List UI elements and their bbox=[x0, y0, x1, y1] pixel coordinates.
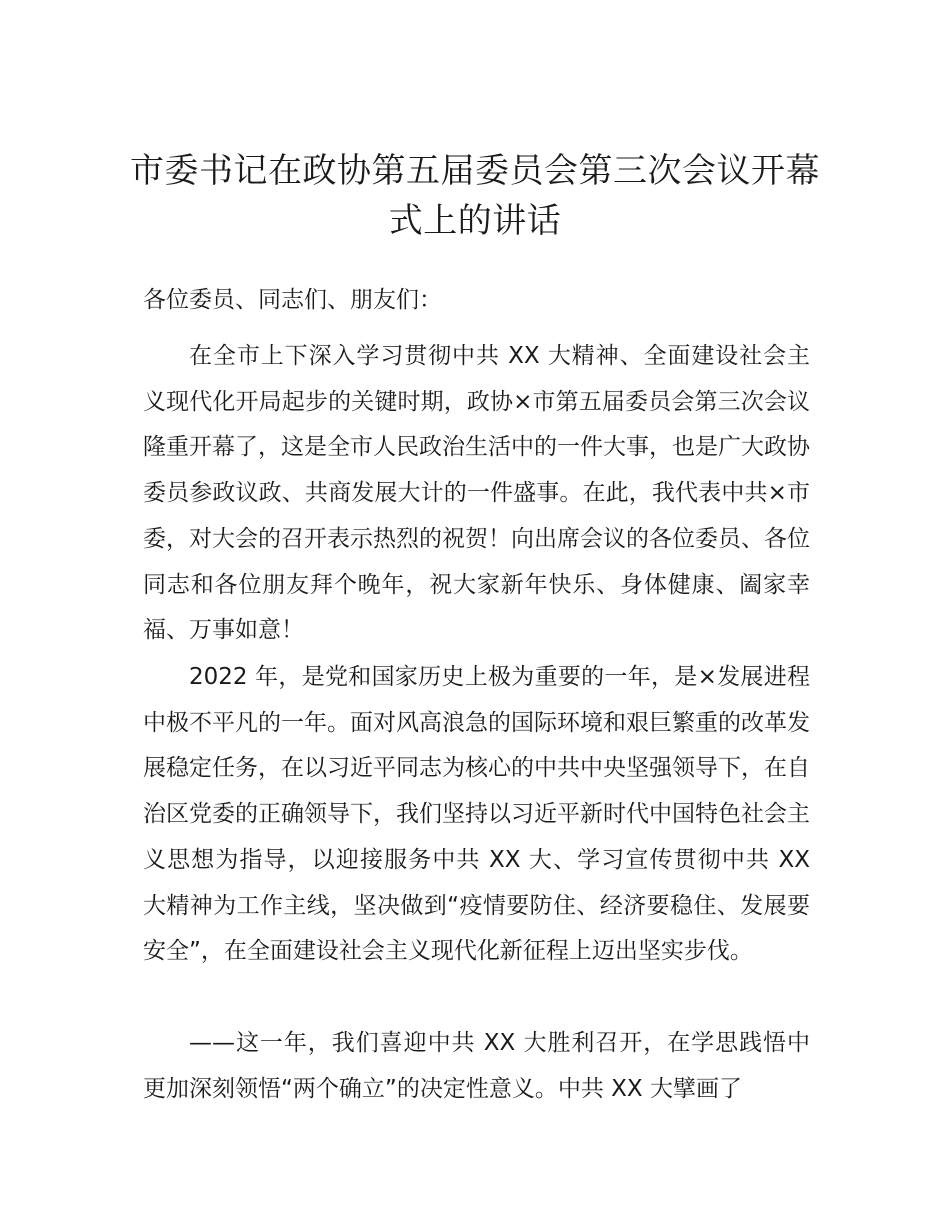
paragraph-3: ——这一年，我们喜迎中共 XX 大胜利召开，在学思践悟中更加深刻领悟“两个确立”的决定性意义。中共 XX 大擘画了 bbox=[143, 1030, 810, 1102]
paragraph-1: 在全市上下深入学习贯彻中共 XX 大精神、全面建设社会主义现代化开局起步的关键时期，政协×市第五届委员会第三次会议隆重开幕了，这是全市人民政治生活中的一件大事，也是广大政协委员参政议政、共商发展大计的一件盛事。在此，我代表中共×市委，对大会的召开表示热烈的祝贺！向出席会议的各位委员、各位同志和各位朋友拜个晚年，祝大家新年快乐、身体健康、阖家幸福、万事如意！ bbox=[143, 343, 810, 644]
document-title: 市委书记在政协第五届委员会第三次会议开幕式上的讲话 bbox=[130, 151, 820, 241]
paragraph-2: 2022 年，是党和国家历史上极为重要的一年，是×发展进程中极不平凡的一年。面对风高浪急的国际环境和艰巨繁重的改革发展稳定任务，在以习近平同志为核心的中共中央坚强领导下，在自治区党委的正确领导下，我们坚持以习近平新时代中国特色社会主义思想为指导，以迎接服务中共 XX 大、学习宣传贯彻中共 XX 大精神为工作主线，坚决做到“疫情要防住、经济要稳住、发展要安全”，在全面建设社会主义现代化新征程上迈出坚实步伐。 bbox=[143, 664, 810, 965]
salutation: 各位委员、同志们、朋友们： bbox=[143, 287, 442, 313]
